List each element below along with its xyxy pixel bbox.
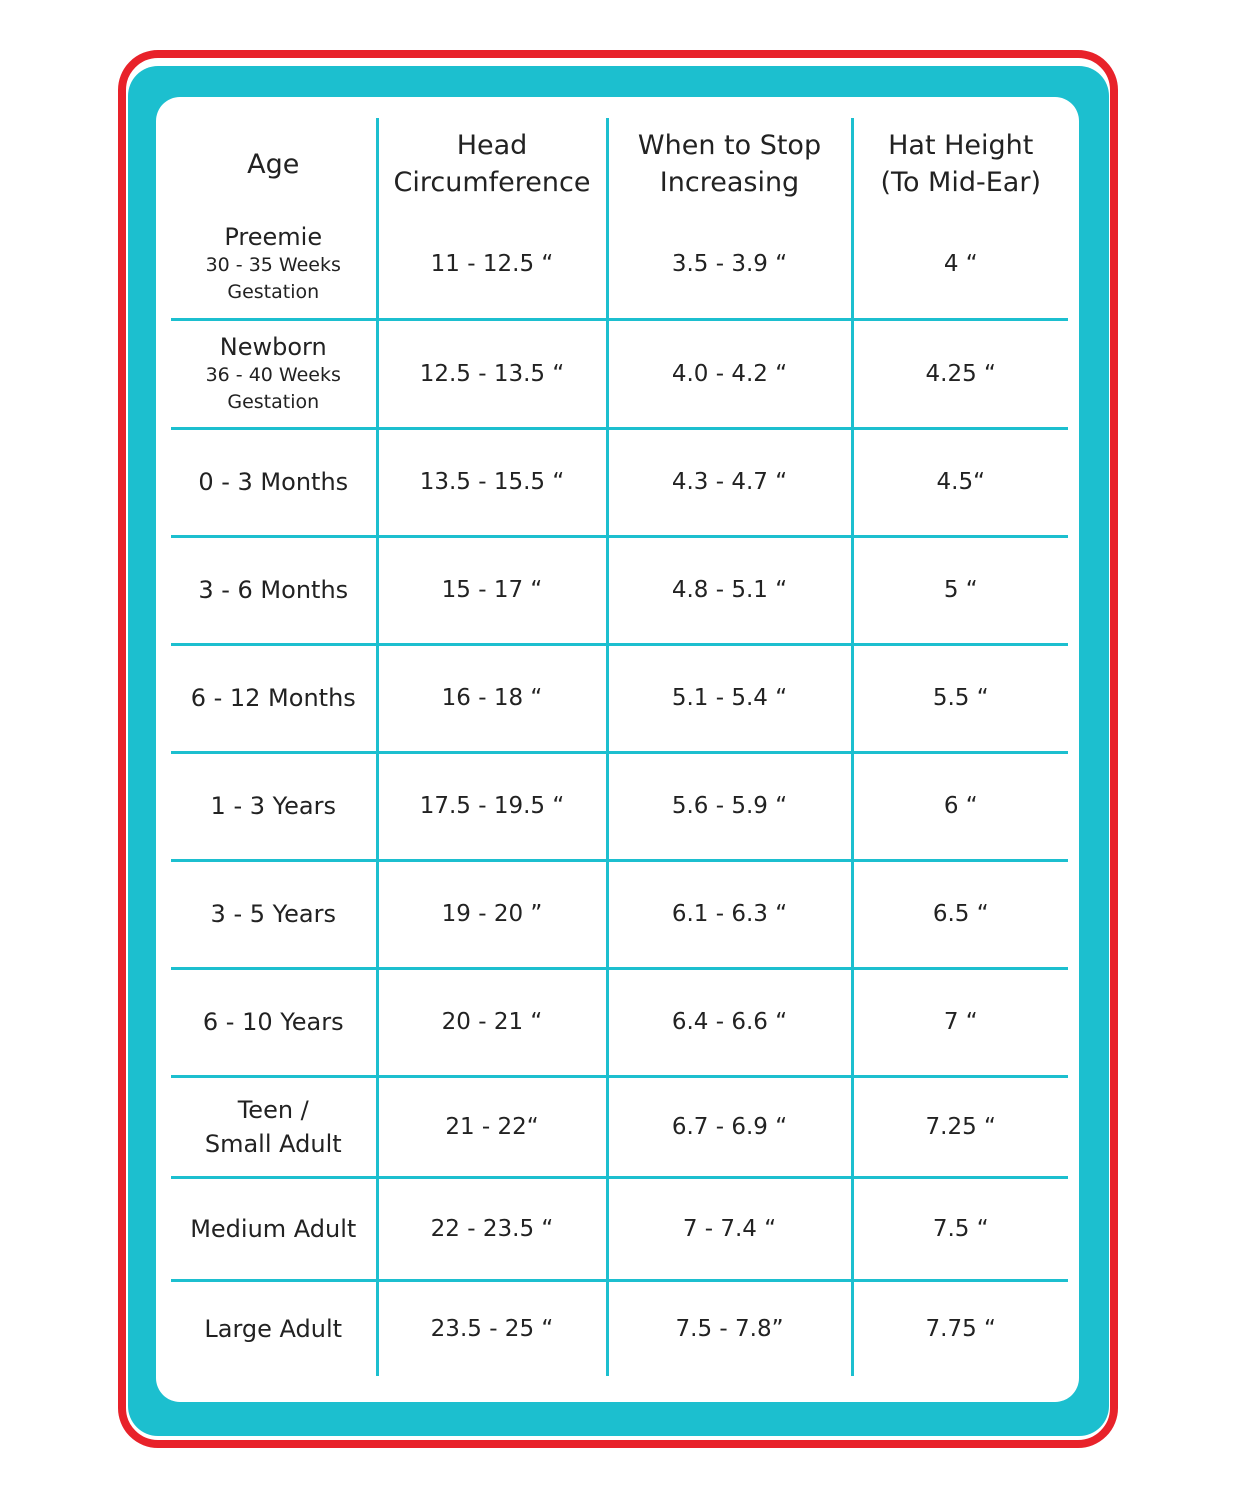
header-age: Age — [247, 148, 300, 180]
stop-cell: 3.5 - 3.9 “ — [607, 210, 852, 319]
head-cell: 12.5 - 13.5 “ — [377, 319, 607, 428]
age-cell: Preemie 30 - 35 Weeks Gestation — [171, 210, 377, 319]
table-row — [171, 210, 1068, 319]
head-cell: 22 - 23.5 “ — [377, 1177, 607, 1280]
header-row — [171, 118, 1068, 210]
stop-cell: 7.5 - 7.8” — [607, 1280, 852, 1376]
hat-size-chart — [171, 118, 1068, 1376]
height-cell: 5.5 “ — [852, 644, 1068, 752]
head-cell: 11 - 12.5 “ — [377, 210, 607, 319]
stop-cell: 6.1 - 6.3 “ — [607, 860, 852, 968]
age-cell: 3 - 5 Years — [171, 860, 377, 968]
height-cell: 7 “ — [852, 968, 1068, 1076]
head-cell: 16 - 18 “ — [377, 644, 607, 752]
header-head-circumference: Head Circumference — [377, 118, 607, 210]
table-row — [171, 428, 1068, 536]
table-row — [171, 644, 1068, 752]
stop-cell: 6.7 - 6.9 “ — [607, 1076, 852, 1177]
table-row — [171, 1076, 1068, 1177]
head-cell: 19 - 20 ” — [377, 860, 607, 968]
head-cell: 23.5 - 25 “ — [377, 1280, 607, 1376]
height-cell: 6.5 “ — [852, 860, 1068, 968]
age-cell: Large Adult — [204, 1314, 343, 1343]
age-cell: 1 - 3 Years — [171, 752, 377, 860]
height-cell: 4 “ — [852, 210, 1068, 319]
stop-cell: 6.4 - 6.6 “ — [607, 968, 852, 1076]
age-cell: Teen / Small Adult — [171, 1076, 377, 1177]
age-cell: 6 - 10 Years — [171, 968, 377, 1076]
age-cell: 3 - 6 Months — [171, 536, 377, 644]
height-cell: 4.5“ — [852, 428, 1068, 536]
head-cell: 15 - 17 “ — [377, 536, 607, 644]
stop-cell: 5.1 - 5.4 “ — [607, 644, 852, 752]
table-row — [171, 319, 1068, 428]
head-cell: 13.5 - 15.5 “ — [377, 428, 607, 536]
age-cell: 6 - 12 Months — [171, 644, 377, 752]
table-row — [171, 1177, 1068, 1280]
age-cell: Newborn 36 - 40 Weeks Gestation — [171, 319, 377, 428]
age-cell: Medium Adult — [171, 1177, 377, 1280]
table-row — [171, 536, 1068, 644]
head-cell: 17.5 - 19.5 “ — [377, 752, 607, 860]
height-cell: 7.25 “ — [852, 1076, 1068, 1177]
stop-cell: 7 - 7.4 “ — [607, 1177, 852, 1280]
head-cell: 21 - 22“ — [377, 1076, 607, 1177]
header-hat-height: Hat Height (To Mid-Ear) — [852, 118, 1068, 210]
table-row — [171, 752, 1068, 860]
age-cell: 0 - 3 Months — [171, 428, 377, 536]
stop-cell: 4.0 - 4.2 “ — [607, 319, 852, 428]
stop-cell: 5.6 - 5.9 “ — [607, 752, 852, 860]
stop-cell: 4.3 - 4.7 “ — [607, 428, 852, 536]
height-cell: 4.25 “ — [852, 319, 1068, 428]
height-cell: 7.75 “ — [852, 1280, 1068, 1376]
height-cell: 7.5 “ — [852, 1177, 1068, 1280]
stop-cell: 4.8 - 5.1 “ — [607, 536, 852, 644]
table-row — [171, 1280, 1068, 1376]
table-row — [171, 860, 1068, 968]
header-when-to-stop: When to Stop Increasing — [607, 118, 852, 210]
height-cell: 5 “ — [852, 536, 1068, 644]
table-row — [171, 968, 1068, 1076]
head-cell: 20 - 21 “ — [377, 968, 607, 1076]
height-cell: 6 “ — [852, 752, 1068, 860]
